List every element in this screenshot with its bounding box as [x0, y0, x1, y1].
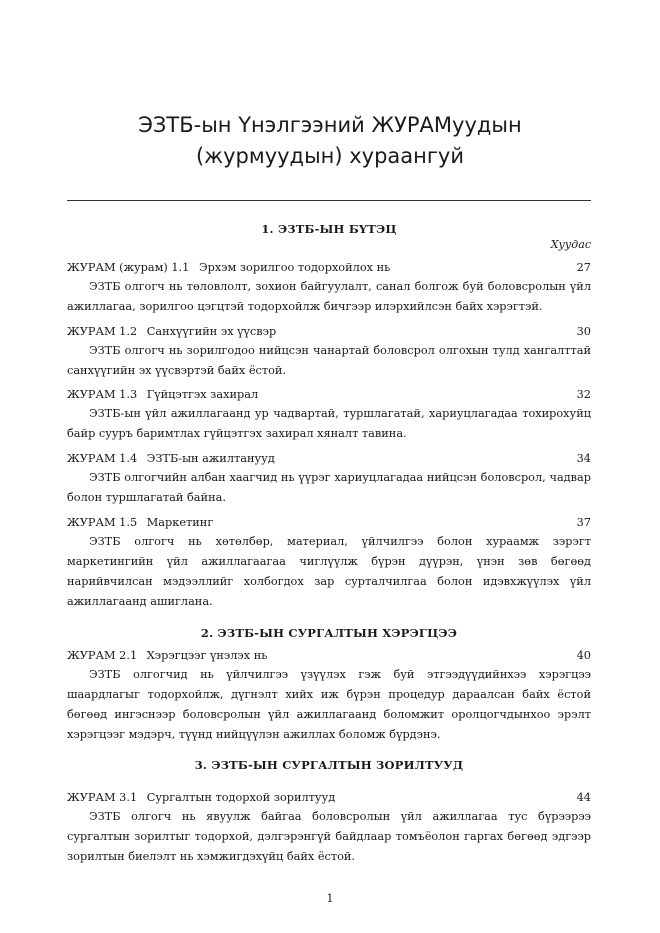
page-column-header: Хуудас — [550, 238, 591, 251]
entry-page: 40 — [576, 649, 591, 662]
entry-header — [67, 648, 591, 664]
entry-subject: Маркетинг — [146, 516, 214, 529]
section-title: ЭЗТБ-ЫН СУРГАЛТЫН ХЭРЭГЦЭЭ — [217, 626, 458, 640]
entry-subject: Эрхэм зорилгоо тодорхойлох нь — [198, 261, 391, 274]
entry-1-2 — [67, 324, 591, 381]
entry-1-1 — [67, 260, 591, 317]
entry-page: 27 — [576, 261, 591, 274]
entry-3-1 — [67, 790, 591, 867]
section-title: ЭЗТБ-ЫН СУРГАЛТЫН ЗОРИЛТУУД — [211, 758, 464, 772]
entry-header — [67, 451, 591, 467]
entry-subject: Сургалтын тодорхой зорилтууд — [146, 791, 336, 804]
title-line-1: ЭЗТБ-ын Үнэлгээний ЖУРАМуудын — [138, 113, 522, 137]
title-divider — [67, 200, 591, 201]
entry-page: 32 — [576, 388, 591, 401]
entry-body: ЭЗТБ олгогчийн албан хаагчид нь үүрэг хариуцлагадаа нийцсэн боловсрол, чадвар болон туршлагатай байна. — [67, 471, 591, 504]
section-number: 3. — [194, 758, 208, 772]
entry-header — [67, 324, 591, 340]
section-number: 1. — [261, 222, 274, 236]
entry-body: ЭЗТБ-ын үйл ажиллагаанд ур чадвартай, туршлагатай, хариуцлагадаа тохирохуйц байр сууръ баримтлах гүйцэтгэх захирал хяналт тавина. — [67, 407, 591, 440]
entry-header — [67, 260, 591, 276]
entry-ref: ЖУРАМ 1.3 — [67, 388, 138, 401]
entry-subject: Гүйцэтгэх захирал — [146, 388, 259, 401]
section-title: ЭЗТБ-ЫН БҮТЭЦ — [277, 222, 397, 236]
section-heading-2 — [67, 626, 591, 640]
entry-1-5 — [67, 515, 591, 612]
entry-2-1 — [67, 648, 591, 745]
entry-header — [67, 387, 591, 403]
entry-subject: Санхүүгийн эх үүсвэр — [146, 325, 277, 338]
entry-body: ЭЗТБ олгогч нь хөтөлбөр, материал, үйлчилгээ болон хураамж зэрэгт маркетингийн үйл ажиллагаагаа чиглүүлж бүрэн дүүрэн, үнэн зөв бөгөөд нарийвчилсан мэдээллийг холбогдох зар сурталчилгаа болон идэвхжүүлэх үйл ажиллагаанд ашиглана. — [67, 535, 591, 608]
entry-subject: Хэрэгцээг үнэлэх нь — [146, 649, 268, 662]
entry-1-4 — [67, 451, 591, 508]
page-number: 1 — [326, 892, 334, 905]
entry-ref: ЖУРАМ (журам) 1.1 — [67, 261, 190, 274]
entry-body: ЭЗТБ олгогч нь зорилгодоо нийцсэн чанартай боловсрол олгохын тулд хангалттай санхүүгийн эх үүсвэртэй байх ёстой. — [67, 344, 591, 377]
entry-1-3 — [67, 387, 591, 444]
entry-ref: ЖУРАМ 2.1 — [67, 649, 138, 662]
entry-body: ЭЗТБ олгогч нь явуулж байгаа боловсролын үйл ажиллагаа тус бүрээрээ сургалтын зорилтыг тодорхой, дэлгэрэнгүй байдлаар томъёолон гаргах бөгөөд эдгээр зорилтын биелэлт нь хэмжигдэхүйц байх ёстой. — [67, 810, 591, 863]
entry-header — [67, 515, 591, 531]
section-heading-1 — [67, 222, 591, 236]
title-line-2: (журмуудын) хураангуй — [195, 144, 465, 168]
entry-body: ЭЗТБ олгогчид нь үйлчилгээ үзүүлэх гэж буй этгээдүүдийнхээ хэрэгцээ шаардлагыг тодорхойлж, дүгнэлт хийх иж бүрэн процедур дараалсан байх ёстой бөгөөд ингэснээр боловсролын үйл ажиллагаанд боломжит оролцогчдынхоо эрэлт хэрэгцээг мэдэрч, түүнд нийцүүлэн ажиллах боломж бүрдэнэ. — [67, 668, 591, 741]
entry-body: ЭЗТБ олгогч нь төловлолт, зохион байгуулалт, санал болгож буй боловсролын үйл ажиллагаа, зорилгоо цэгцтэй тодорхойлж бичгээр илэрхийлсэн байх хэрэгтэй. — [67, 280, 591, 313]
entry-ref: ЖУРАМ 1.4 — [67, 452, 138, 465]
entry-page: 44 — [576, 791, 591, 804]
section-heading-3 — [67, 758, 591, 772]
entry-ref: ЖУРАМ 1.2 — [67, 325, 138, 338]
entry-ref: ЖУРАМ 1.5 — [67, 516, 138, 529]
entry-ref: ЖУРАМ 3.1 — [67, 791, 138, 804]
entry-page: 30 — [576, 325, 591, 338]
entry-subject: ЭЗТБ-ын ажилтанууд — [146, 452, 275, 465]
section-number: 2. — [200, 626, 214, 640]
document-title — [40, 110, 620, 172]
entry-header — [67, 790, 591, 806]
entry-page: 34 — [576, 452, 591, 465]
entry-page: 37 — [576, 516, 591, 529]
